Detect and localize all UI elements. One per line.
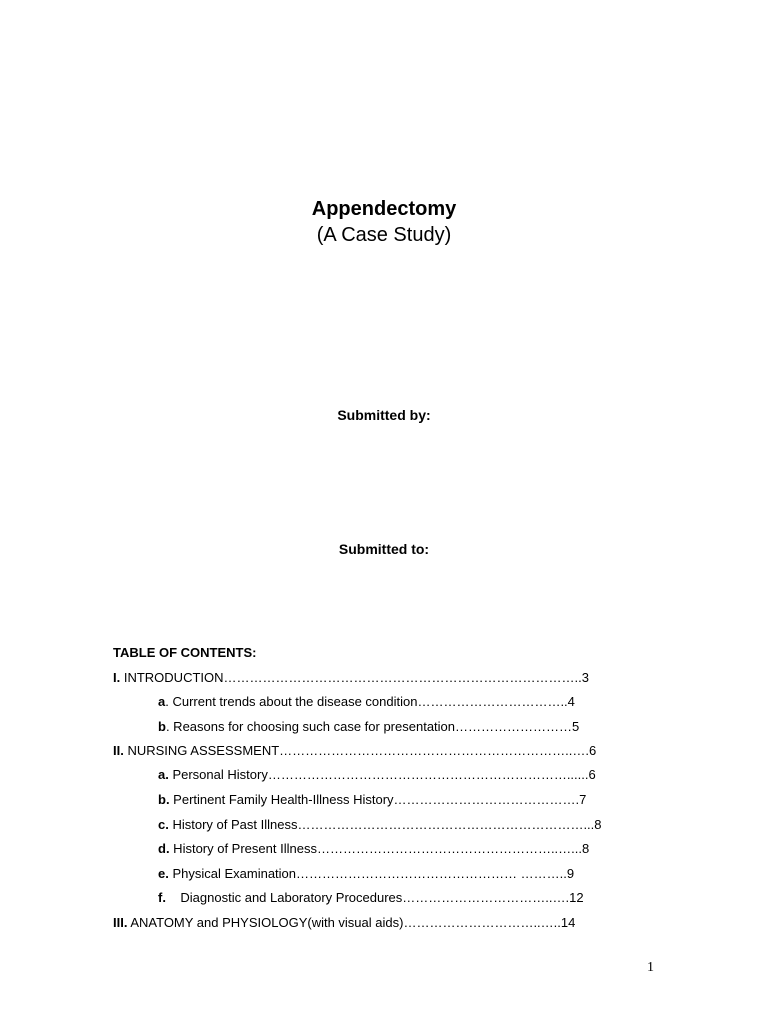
toc-entry-personal-history [158,767,596,782]
toc-entry-text: Diagnostic and Laboratory Procedures……………………………..….12 [165,890,584,905]
toc-entry-diagnostic [158,890,584,905]
toc-entry-text: Pertinent Family Health-Illness History…………………………………….7 [169,792,587,807]
toc-entry-past-illness [158,817,602,832]
toc-entry-marker: a. [158,767,169,782]
toc-entry-introduction [113,670,589,685]
toc-entry-text: ANATOMY and PHYSIOLOGY(with visual aids)…………………………..…..14 [127,915,576,930]
toc-entry-nursing-assessment [113,743,596,758]
toc-heading: TABLE OF CONTENTS: [113,645,257,660]
toc-entry-physical-exam [158,866,574,881]
toc-entry-marker: a [158,694,166,709]
toc-entry-marker: II. [113,743,124,758]
toc-entry-family-history [158,792,586,807]
toc-entry-text: Physical Examination…………………………………………… ………..9 [168,866,575,881]
toc-entry-text: NURSING ASSESSMENT…………………………………………………………..….6 [123,743,597,758]
toc-entry-text: . Current trends about the disease condition……………………………..4 [165,694,575,709]
submitted-to-label: Submitted to: [338,541,430,557]
toc-entry-text: History of Present Illness………………………………………………..…...8 [169,841,590,856]
toc-entry-current-trends [158,694,575,709]
toc-entry-anatomy [113,915,575,930]
document-subtitle: (A Case Study) [316,224,452,246]
toc-entry-marker: d. [158,841,170,856]
toc-entry-marker: III. [113,915,128,930]
toc-entry-marker: I. [113,670,121,685]
toc-entry-text: History of Past Illness…………………………………………………………...8 [168,817,602,832]
toc-entry-reasons [158,719,579,734]
submitted-by-label: Submitted by: [337,407,431,423]
toc-entry-marker: c. [158,817,169,832]
toc-entry-present-illness [158,841,589,856]
document-title: Appendectomy [311,198,457,220]
toc-entry-marker: f. [158,890,166,905]
toc-entry-text: Personal History……………………………………………………………......6 [168,767,596,782]
toc-entry-text: . Reasons for choosing such case for presentation………………………5 [165,719,580,734]
toc-entry-marker: b. [158,792,170,807]
toc-entry-marker: e. [158,866,169,881]
toc-entry-text: INTRODUCTION………………………………………………………………………..3 [120,670,589,685]
toc-entry-marker: b [158,719,166,734]
page-number: 1 [647,960,654,975]
